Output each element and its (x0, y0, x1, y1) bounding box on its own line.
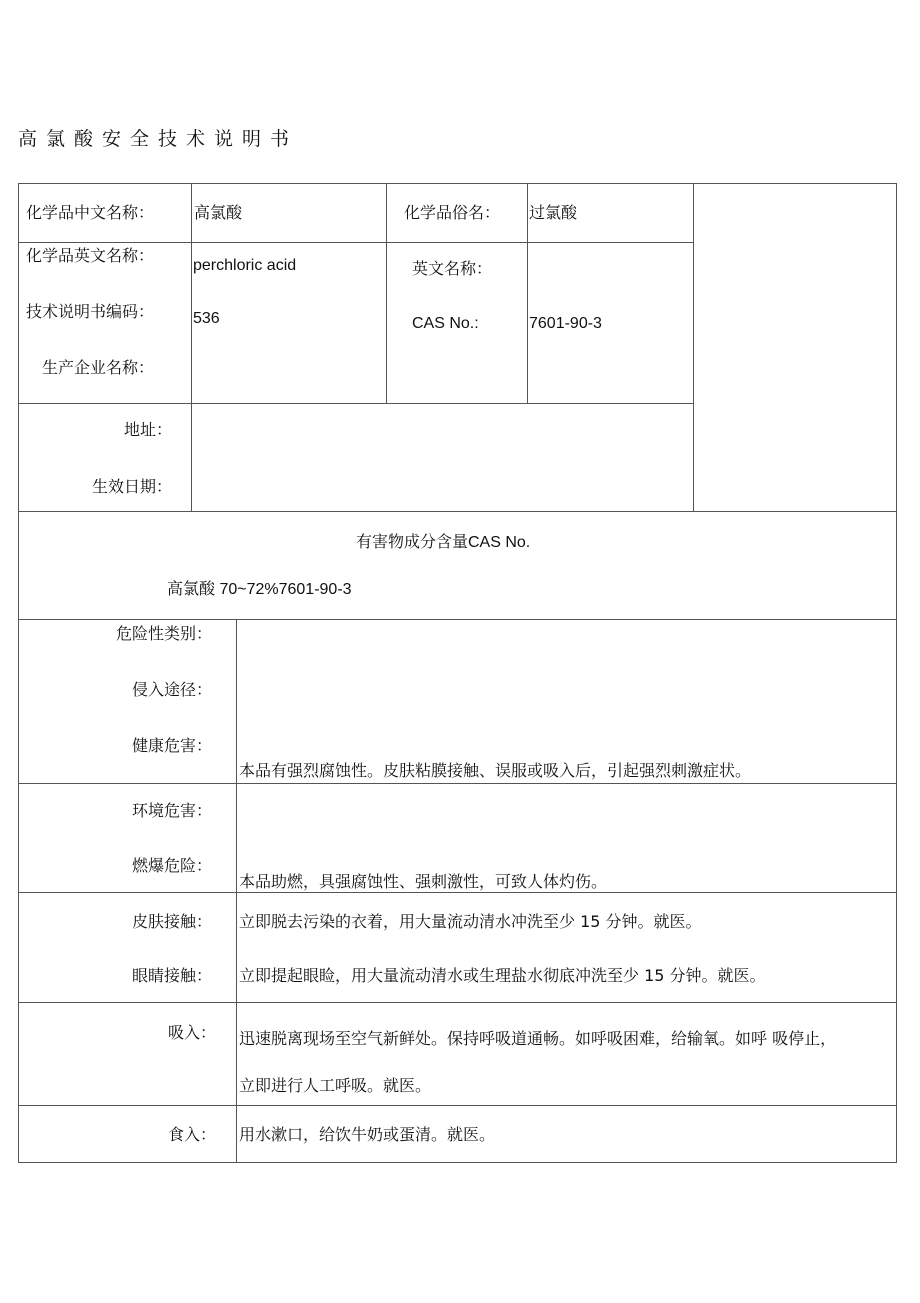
ingest-value: 用水漱口，给饮牛奶或蛋清。就医。 (239, 1125, 496, 1144)
rule-row2 (18, 403, 694, 404)
cas-value: 7601-90-3 (529, 315, 602, 332)
route-label: 侵入途径： (131, 680, 212, 699)
fire-label: 燃爆危险： (131, 856, 212, 875)
rule-section1-bottom (18, 511, 897, 512)
rule-row1 (18, 242, 694, 243)
code-value: 536 (193, 310, 220, 327)
cn-name-value: 高氯酸 (194, 203, 243, 222)
rule-col-a (191, 183, 192, 511)
env-label: 环境危害： (131, 801, 212, 820)
common-name-value: 过氯酸 (529, 203, 578, 222)
composition-header: 有害物成分含量CAS No. (356, 534, 531, 551)
skin-value: 立即脱去污染的衣着，用大量流动清水冲洗至少 15 分钟。就医。 (239, 912, 702, 931)
rule-right (896, 183, 897, 1163)
composition-row: 高氯酸 70~72%7601-90-3 (167, 581, 352, 598)
rule-left (18, 183, 19, 1163)
inhale-label: 吸入： (167, 1023, 216, 1042)
inhale-value-line-2: 立即进行人工呼吸。就医。 (239, 1076, 432, 1095)
hazard-type-label: 危险性类别： (115, 624, 212, 643)
rule-inhale-bottom (18, 1105, 897, 1106)
address-label: 地址： (123, 420, 172, 439)
date-label: 生效日期： (91, 477, 172, 496)
cas-label: CAS No.: (412, 315, 479, 332)
rule-top (18, 183, 897, 184)
rule-section2-bottom (18, 619, 897, 620)
rule-col-value (236, 619, 237, 1163)
health-label: 健康危害： (131, 736, 212, 755)
en-name-label-2: 英文名称： (412, 259, 493, 278)
eye-label: 眼睛接触： (131, 966, 212, 985)
eye-value: 立即提起眼睑，用大量流动清水或生理盐水彻底冲洗至少 15 分钟。就医。 (239, 966, 766, 985)
en-name-label: 化学品英文名称： (26, 246, 155, 265)
ingest-label: 食入： (167, 1125, 216, 1144)
rule-col-c (527, 183, 528, 403)
health-value: 本品有强烈腐蚀性。皮肤粘膜接触、误服或吸入后，引起强烈刺激症状。 (239, 761, 752, 780)
en-name-value: perchloric acid (193, 257, 297, 274)
rule-eye-bottom (18, 1002, 897, 1003)
rule-col-d (693, 183, 694, 511)
maker-label: 生产企业名称： (42, 358, 155, 377)
code-label: 技术说明书编码： (26, 302, 155, 321)
rule-health-bottom (18, 783, 897, 784)
skin-label: 皮肤接触： (131, 912, 212, 931)
cn-name-label: 化学品中文名称： (26, 203, 155, 222)
rule-col-b (386, 183, 387, 403)
rule-fire-bottom (18, 892, 897, 893)
document-title: 高氯酸安全技术说明书 (18, 128, 299, 150)
common-name-label: 化学品俗名： (404, 203, 501, 222)
inhale-value-line-1: 迅速脱离现场至空气新鲜处。保持呼吸道通畅。如呼吸困难，给输氧。如呼 吸停止， (239, 1029, 837, 1048)
rule-bottom (18, 1162, 897, 1163)
fire-value: 本品助燃，具强腐蚀性、强刺激性，可致人体灼伤。 (239, 872, 608, 891)
